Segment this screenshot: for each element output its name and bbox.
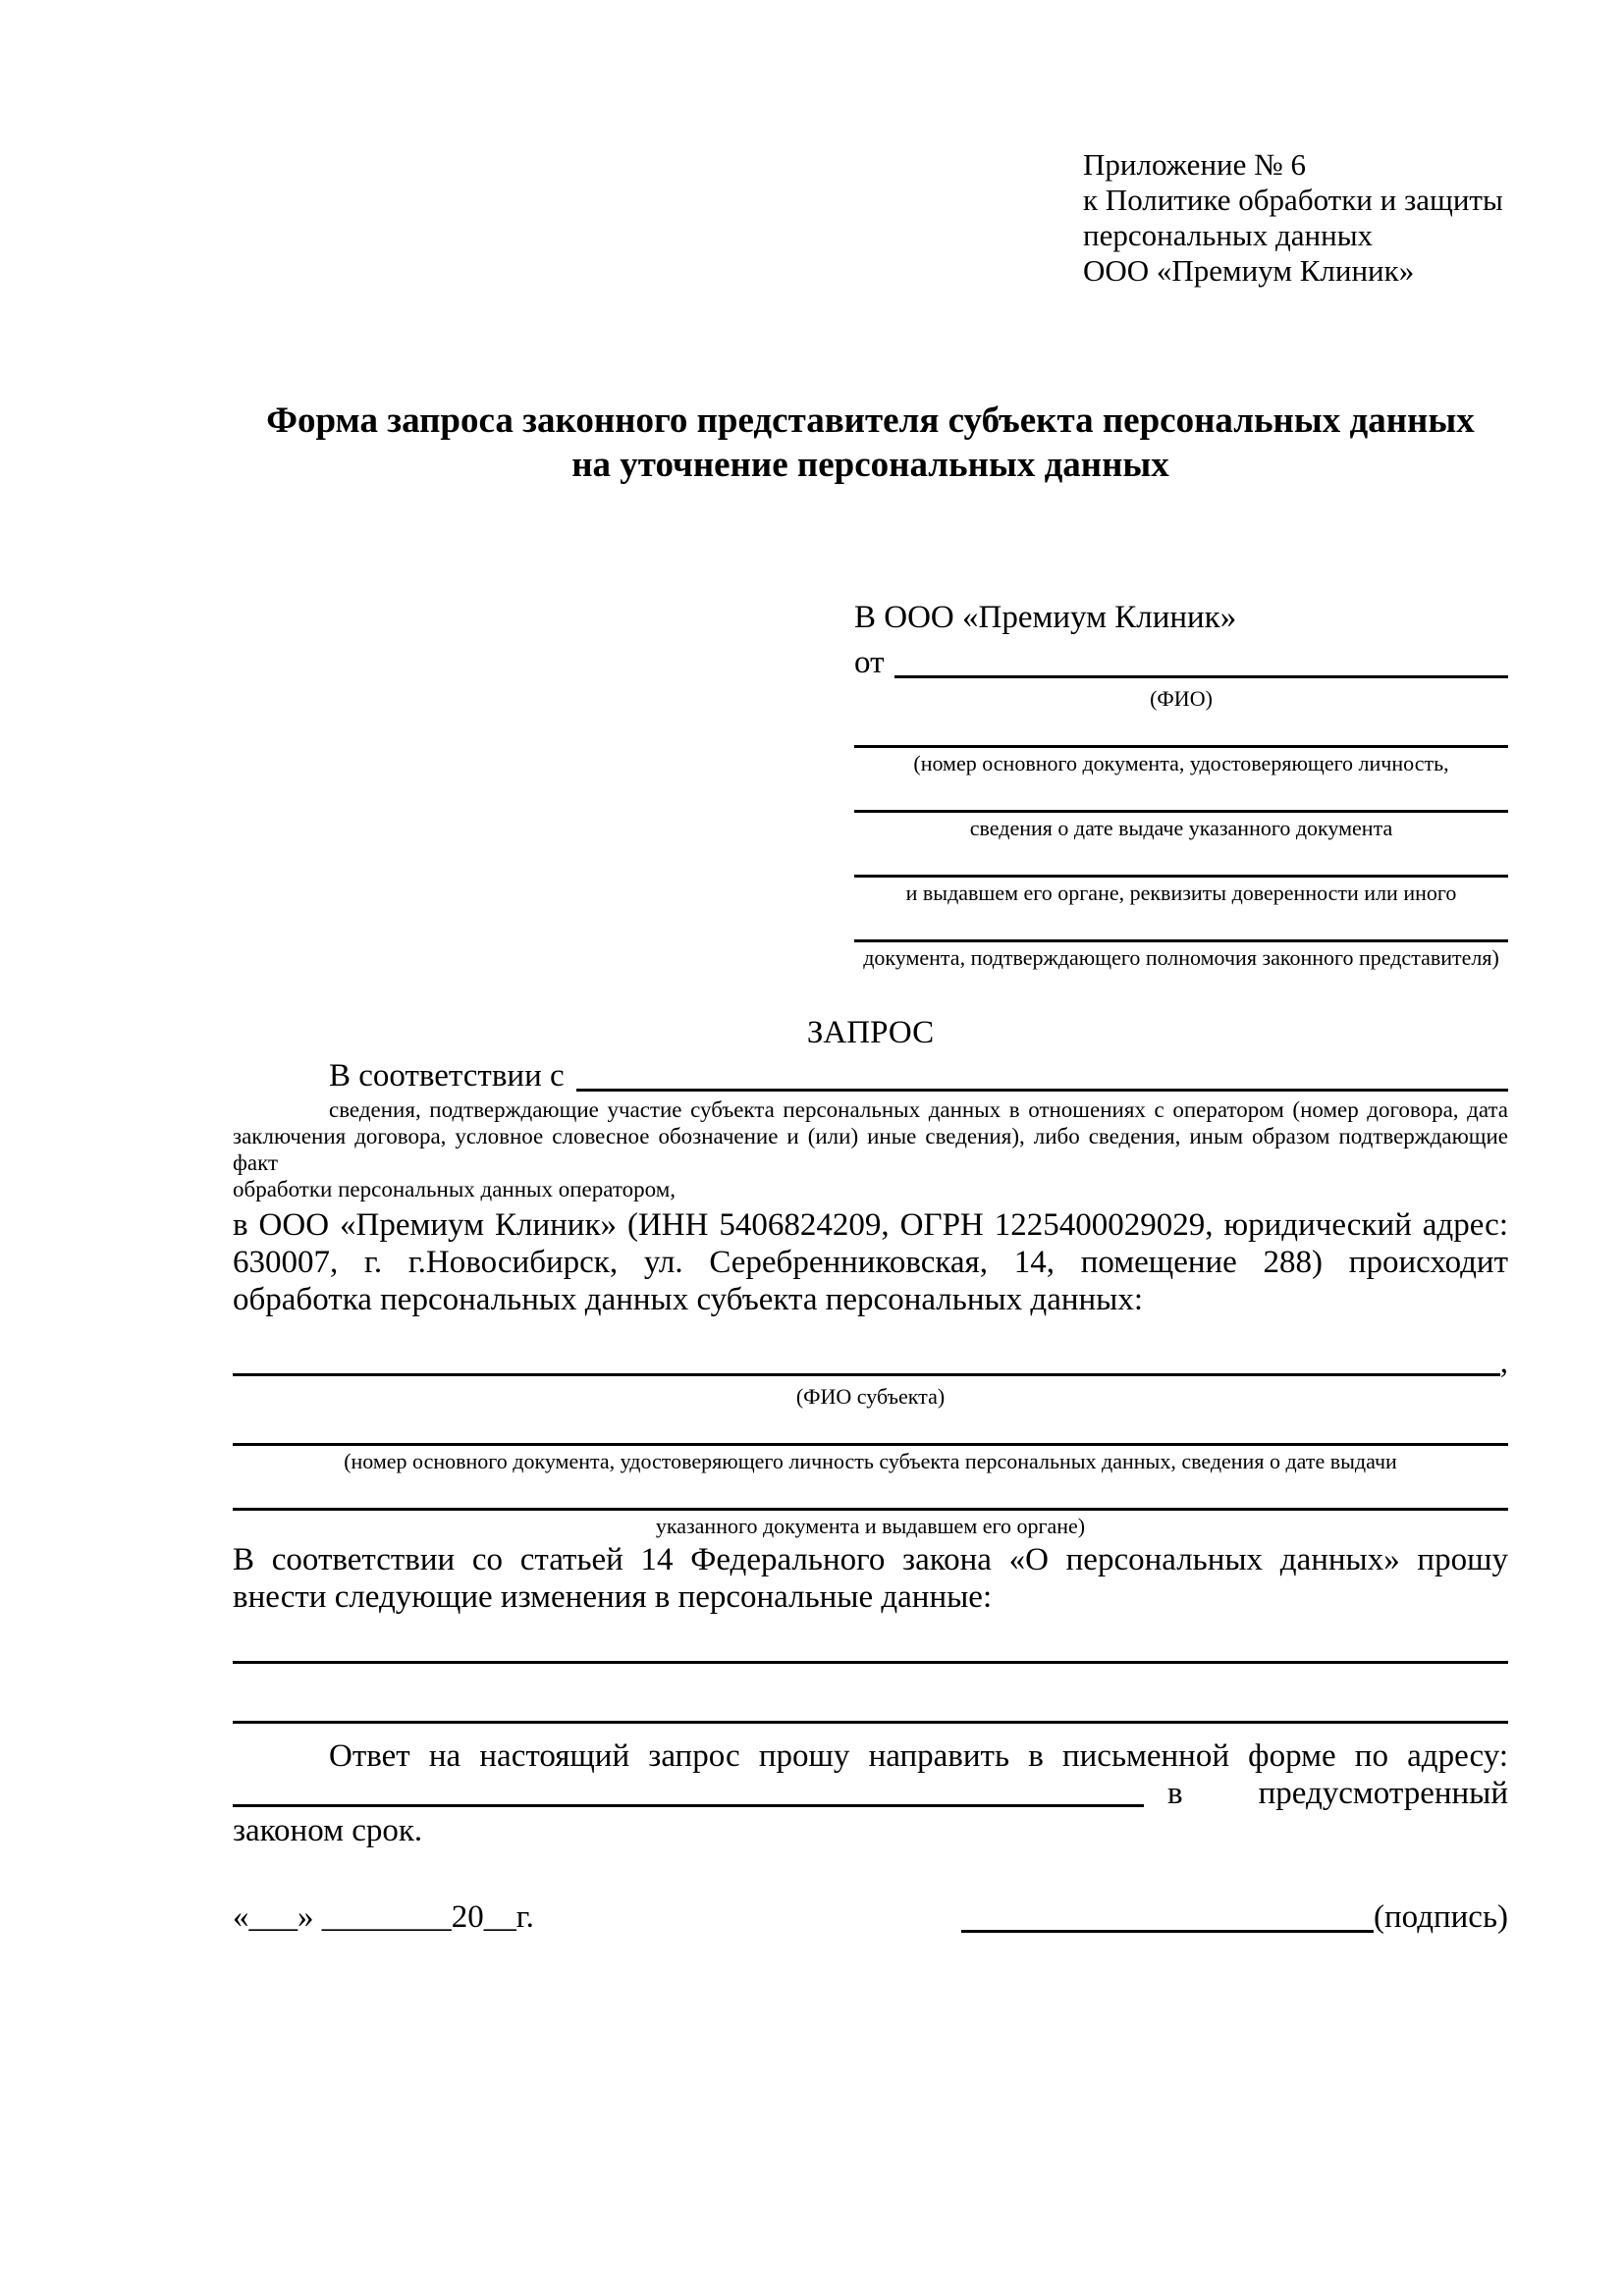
accordance-blank-line[interactable] <box>576 1089 1508 1092</box>
addressee-block <box>854 597 1508 971</box>
representative-doc-group <box>854 810 1508 841</box>
signature-block <box>961 1896 1508 1938</box>
representative-doc-caption: документа, подтверждающего полномочия законного представителя) <box>863 945 1499 970</box>
subject-doc-caption: (номер основного документа, удостоверяющего личность субъекта персональных данных, сведения о дате выдачи <box>344 1449 1397 1473</box>
fio-caption: (ФИО) <box>1150 686 1213 711</box>
subject-fio-blank-line[interactable] <box>233 1373 1500 1376</box>
accordance-note-line: обработки персональных данных оператором, <box>233 1177 676 1201</box>
request-heading: ЗАПРОС <box>806 1015 935 1050</box>
accordance-note-line: сведения, подтверждающие участие субъекта персональных данных в отношениях с оператором (номер договора, дата <box>329 1097 1508 1122</box>
subject-doc-blank-line[interactable] <box>233 1443 1508 1446</box>
answer-paragraph <box>233 1737 1508 1849</box>
accordance-row <box>233 1055 1508 1096</box>
representative-doc-blank-line[interactable] <box>854 745 1508 748</box>
date-blank[interactable]: «___» ________20__г. <box>233 1899 534 1935</box>
answer-paragraph-line: Ответ на настоящий запрос прошу направить в письменной форме по адресу: <box>329 1738 1508 1774</box>
representative-doc-group <box>854 939 1508 971</box>
subject-fio-row <box>233 1344 1508 1381</box>
signature-caption: (подпись) <box>1374 1899 1508 1935</box>
law-paragraph-line: внести следующие изменения в персональные данные: <box>233 1579 993 1615</box>
operator-paragraph-line: в ООО «Премиум Клиник» (ИНН 5406824209, ОГРН 1225400029029, юридический адрес: <box>233 1207 1508 1243</box>
addressee-organization: В ООО «Премиум Клиник» <box>854 600 1237 635</box>
trailing-comma: , <box>1499 1345 1508 1380</box>
appendix-note <box>1083 147 1508 289</box>
address-blank-line[interactable] <box>233 1804 1144 1807</box>
subject-doc-caption: указанного документа и выдавшем его органе) <box>655 1514 1086 1538</box>
representative-doc-group <box>854 875 1508 906</box>
from-row <box>854 642 1508 683</box>
representative-doc-caption: сведения о дате выдаче указанного документа <box>969 816 1393 840</box>
subject-fio-caption: (ФИО субъекта) <box>795 1384 946 1409</box>
from-label: от <box>854 645 885 680</box>
title-line: на уточнение персональных данных <box>571 445 1169 485</box>
changes-blank-line[interactable] <box>233 1721 1508 1724</box>
date-signature-row <box>233 1896 1508 1938</box>
subject-doc-blank-line[interactable] <box>233 1508 1508 1511</box>
answer-address-row <box>233 1775 1508 1812</box>
operator-paragraph <box>233 1206 1508 1318</box>
accordance-label: В соответствии с <box>329 1058 565 1094</box>
representative-doc-blank-line[interactable] <box>854 810 1508 813</box>
appendix-line: ООО «Премиум Клиник» <box>1083 253 1415 288</box>
appendix-line: к Политике обработки и защиты <box>1083 183 1503 217</box>
representative-doc-caption: (номер основного документа, удостоверяющего личность, <box>913 751 1449 775</box>
accordance-note-line: заключения договора, условное словесное обозначение и (или) иные сведения), либо сведения, иным образом подтверждающие факт <box>233 1124 1508 1175</box>
representative-doc-blank-line[interactable] <box>854 939 1508 942</box>
appendix-line: Приложение № 6 <box>1083 147 1306 182</box>
appendix-line: персональных данных <box>1083 218 1374 252</box>
changes-blank-line[interactable] <box>233 1661 1508 1664</box>
law-paragraph <box>233 1541 1508 1616</box>
title-line: Форма запроса законного представителя субъекта персональных данных <box>266 400 1475 441</box>
representative-doc-blank-line[interactable] <box>854 875 1508 878</box>
operator-paragraph-line: обработка персональных данных субъекта персональных данных: <box>233 1282 1143 1317</box>
accordance-note <box>233 1096 1508 1202</box>
answer-paragraph-line: законом срок. <box>233 1813 423 1848</box>
law-paragraph-line: В соответствии со статьей 14 Федерального закона «О персональных данных» прошу <box>233 1542 1508 1577</box>
answer-paragraph-line: в предусмотренный <box>1167 1776 1508 1811</box>
signature-blank-line[interactable] <box>961 1930 1374 1933</box>
representative-fio-blank-line[interactable] <box>894 675 1509 678</box>
operator-paragraph-line: 630007, г. г.Новосибирск, ул. Серебренниковская, 14, помещение 288) происходит <box>233 1245 1508 1280</box>
representative-doc-group <box>854 745 1508 776</box>
document-title <box>233 399 1508 487</box>
representative-doc-caption: и выдавшем его органе, реквизиты доверенности или иного <box>905 881 1457 905</box>
